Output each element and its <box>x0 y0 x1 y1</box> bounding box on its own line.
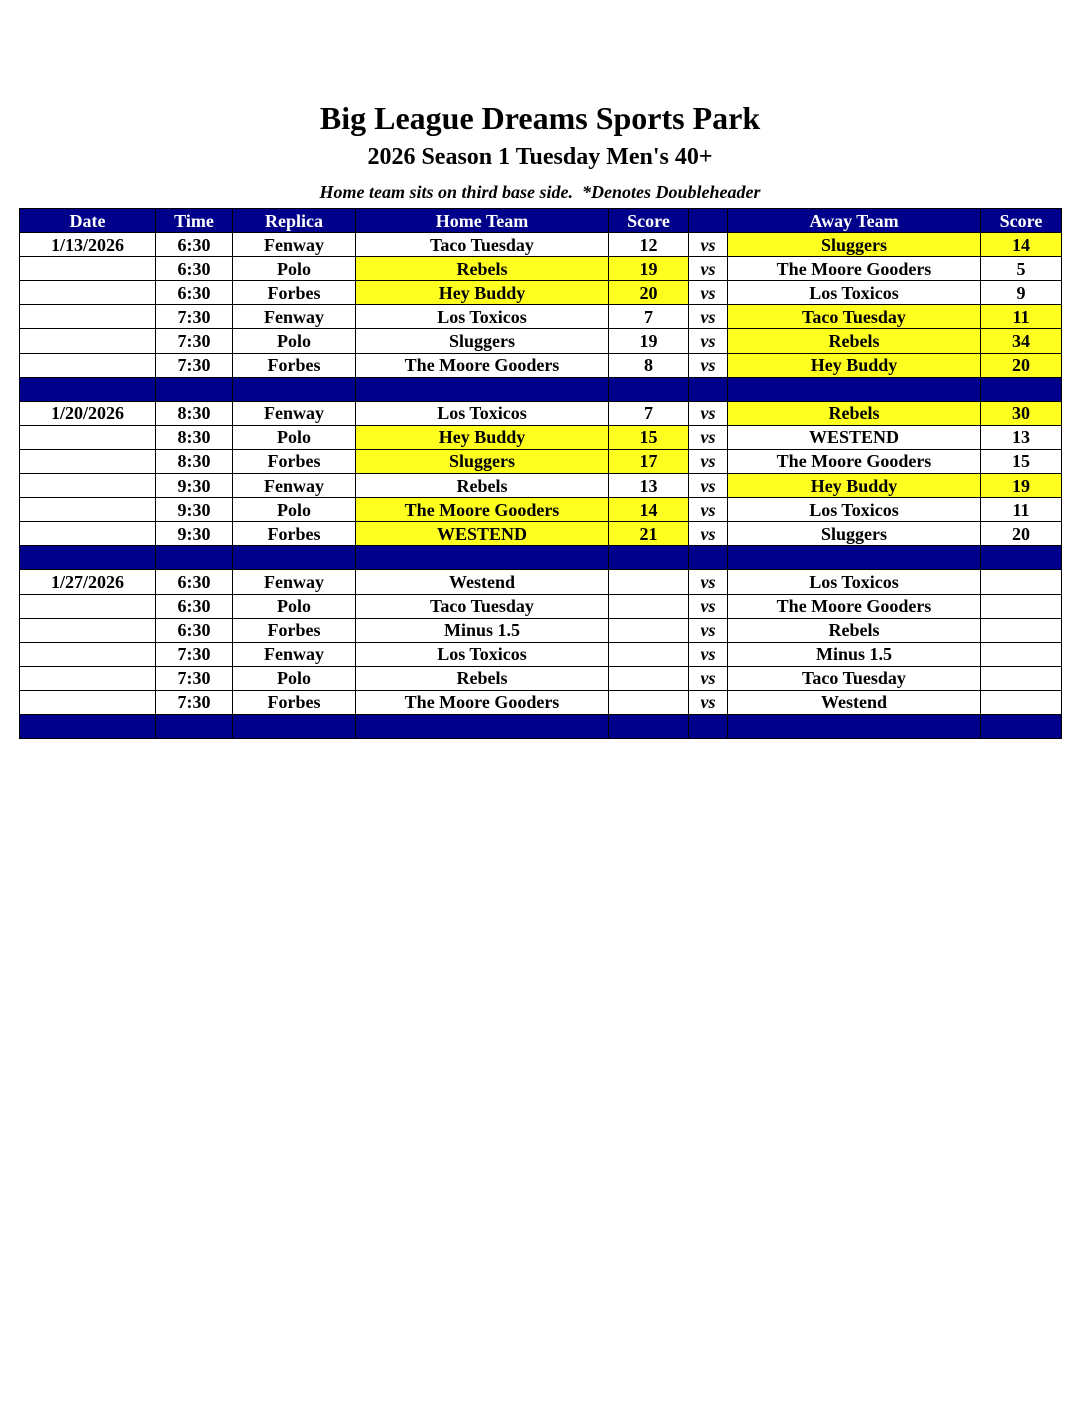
away-team-cell: Los Toxicos <box>728 570 981 594</box>
time-cell: 8:30 <box>156 425 233 449</box>
separator-cell <box>981 377 1062 401</box>
table-row <box>20 690 1062 714</box>
home-score-cell <box>609 690 689 714</box>
week-separator-row <box>20 714 1062 738</box>
vs-label: vs <box>689 618 728 642</box>
separator-cell <box>156 377 233 401</box>
away-score-cell <box>981 666 1062 690</box>
vs-label: vs <box>689 666 728 690</box>
home-score-cell: 13 <box>609 474 689 498</box>
time-cell: 6:30 <box>156 618 233 642</box>
time-cell: 9:30 <box>156 474 233 498</box>
date-cell <box>20 329 156 353</box>
home-team-cell: Los Toxicos <box>356 401 609 425</box>
away-score-cell: 15 <box>981 449 1062 473</box>
home-team-cell: Hey Buddy <box>356 425 609 449</box>
vs-label: vs <box>689 353 728 377</box>
home-team-cell: Minus 1.5 <box>356 618 609 642</box>
replica-cell: Forbes <box>233 353 356 377</box>
replica-cell: Polo <box>233 329 356 353</box>
away-score-cell: 34 <box>981 329 1062 353</box>
table-row <box>20 425 1062 449</box>
date-cell <box>20 618 156 642</box>
home-score-cell <box>609 618 689 642</box>
time-cell: 6:30 <box>156 257 233 281</box>
time-cell: 7:30 <box>156 666 233 690</box>
separator-cell <box>156 714 233 738</box>
week-separator-row <box>20 377 1062 401</box>
home-team-cell: Los Toxicos <box>356 642 609 666</box>
away-score-cell: 14 <box>981 233 1062 257</box>
date-cell <box>20 449 156 473</box>
vs-label: vs <box>689 233 728 257</box>
separator-cell <box>981 546 1062 570</box>
away-score-cell: 5 <box>981 257 1062 281</box>
away-team-cell: Rebels <box>728 401 981 425</box>
vs-label: vs <box>689 401 728 425</box>
separator-cell <box>689 546 728 570</box>
away-score-cell: 13 <box>981 425 1062 449</box>
table-row <box>20 281 1062 305</box>
time-cell: 7:30 <box>156 329 233 353</box>
separator-cell <box>20 714 156 738</box>
away-team-cell: Sluggers <box>728 522 981 546</box>
date-cell: 1/27/2026 <box>20 570 156 594</box>
page-title: Big League Dreams Sports Park <box>319 100 761 136</box>
away-team-cell: Rebels <box>728 329 981 353</box>
date-cell <box>20 281 156 305</box>
time-cell: 9:30 <box>156 498 233 522</box>
home-team-cell: Westend <box>356 570 609 594</box>
date-cell <box>20 594 156 618</box>
table-row <box>20 498 1062 522</box>
vs-label: vs <box>689 425 728 449</box>
time-cell: 6:30 <box>156 594 233 618</box>
time-cell: 7:30 <box>156 642 233 666</box>
page-note: Home team sits on third base side. *Denotes Doubleheader <box>319 182 761 202</box>
vs-label: vs <box>689 522 728 546</box>
away-score-cell: 20 <box>981 353 1062 377</box>
away-score-cell <box>981 690 1062 714</box>
away-score-cell: 20 <box>981 522 1062 546</box>
page-subtitle: 2026 Season 1 Tuesday Men's 40+ <box>367 144 713 170</box>
away-team-cell: Sluggers <box>728 233 981 257</box>
separator-cell <box>356 377 609 401</box>
separator-cell <box>689 714 728 738</box>
home-score-cell: 14 <box>609 498 689 522</box>
time-cell: 7:30 <box>156 353 233 377</box>
away-team-cell: Los Toxicos <box>728 498 981 522</box>
replica-cell: Forbes <box>233 449 356 473</box>
time-cell: 6:30 <box>156 281 233 305</box>
table-row <box>20 353 1062 377</box>
separator-cell <box>233 546 356 570</box>
col-header-away-score: Score <box>981 209 1062 233</box>
separator-cell <box>20 377 156 401</box>
time-cell: 8:30 <box>156 401 233 425</box>
vs-label: vs <box>689 305 728 329</box>
away-score-cell <box>981 618 1062 642</box>
week-separator-row <box>20 546 1062 570</box>
home-team-cell: Taco Tuesday <box>356 233 609 257</box>
replica-cell: Forbes <box>233 618 356 642</box>
separator-cell <box>728 714 981 738</box>
home-score-cell: 19 <box>609 257 689 281</box>
home-team-cell: The Moore Gooders <box>356 690 609 714</box>
away-team-cell: Hey Buddy <box>728 474 981 498</box>
table-row <box>20 257 1062 281</box>
away-team-cell: Taco Tuesday <box>728 305 981 329</box>
replica-cell: Forbes <box>233 522 356 546</box>
home-team-cell: WESTEND <box>356 522 609 546</box>
replica-cell: Forbes <box>233 281 356 305</box>
vs-label: vs <box>689 449 728 473</box>
away-team-cell: The Moore Gooders <box>728 257 981 281</box>
replica-cell: Polo <box>233 425 356 449</box>
table-row <box>20 474 1062 498</box>
home-team-cell: Sluggers <box>356 329 609 353</box>
away-score-cell <box>981 570 1062 594</box>
table-row <box>20 233 1062 257</box>
separator-cell <box>20 546 156 570</box>
replica-cell: Fenway <box>233 305 356 329</box>
away-team-cell: Westend <box>728 690 981 714</box>
separator-cell <box>609 714 689 738</box>
replica-cell: Forbes <box>233 690 356 714</box>
home-team-cell: The Moore Gooders <box>356 498 609 522</box>
time-cell: 8:30 <box>156 449 233 473</box>
table-row <box>20 618 1062 642</box>
separator-cell <box>356 546 609 570</box>
time-cell: 7:30 <box>156 690 233 714</box>
date-cell <box>20 474 156 498</box>
replica-cell: Polo <box>233 666 356 690</box>
schedule-body <box>20 233 1062 739</box>
separator-cell <box>728 377 981 401</box>
away-score-cell: 9 <box>981 281 1062 305</box>
separator-cell <box>728 546 981 570</box>
table-row <box>20 594 1062 618</box>
time-cell: 6:30 <box>156 233 233 257</box>
date-cell <box>20 498 156 522</box>
vs-label: vs <box>689 642 728 666</box>
separator-cell <box>609 546 689 570</box>
home-score-cell: 15 <box>609 425 689 449</box>
home-team-cell: Rebels <box>356 257 609 281</box>
date-cell <box>20 666 156 690</box>
table-row <box>20 329 1062 353</box>
away-team-cell: WESTEND <box>728 425 981 449</box>
home-score-cell: 20 <box>609 281 689 305</box>
home-score-cell <box>609 570 689 594</box>
date-cell <box>20 522 156 546</box>
away-score-cell: 19 <box>981 474 1062 498</box>
table-row <box>20 449 1062 473</box>
vs-label: vs <box>689 570 728 594</box>
home-team-cell: The Moore Gooders <box>356 353 609 377</box>
table-row <box>20 522 1062 546</box>
replica-cell: Polo <box>233 594 356 618</box>
home-score-cell <box>609 594 689 618</box>
col-header-vs <box>689 209 728 233</box>
vs-label: vs <box>689 257 728 281</box>
separator-cell <box>156 546 233 570</box>
schedule-table <box>19 208 1062 739</box>
col-header-replica: Replica <box>233 209 356 233</box>
separator-cell <box>233 377 356 401</box>
date-cell: 1/20/2026 <box>20 401 156 425</box>
col-header-home-score: Score <box>609 209 689 233</box>
col-header-home-team: Home Team <box>356 209 609 233</box>
date-cell: 1/13/2026 <box>20 233 156 257</box>
replica-cell: Fenway <box>233 401 356 425</box>
date-cell <box>20 642 156 666</box>
away-team-cell: Taco Tuesday <box>728 666 981 690</box>
replica-cell: Fenway <box>233 570 356 594</box>
date-cell <box>20 353 156 377</box>
time-cell: 7:30 <box>156 305 233 329</box>
col-header-date: Date <box>20 209 156 233</box>
separator-cell <box>356 714 609 738</box>
away-team-cell: The Moore Gooders <box>728 449 981 473</box>
vs-label: vs <box>689 594 728 618</box>
vs-label: vs <box>689 690 728 714</box>
table-row <box>20 570 1062 594</box>
time-cell: 6:30 <box>156 570 233 594</box>
away-score-cell: 11 <box>981 498 1062 522</box>
home-score-cell: 17 <box>609 449 689 473</box>
col-header-away-team: Away Team <box>728 209 981 233</box>
time-cell: 9:30 <box>156 522 233 546</box>
separator-cell <box>981 714 1062 738</box>
separator-cell <box>609 377 689 401</box>
home-team-cell: Taco Tuesday <box>356 594 609 618</box>
home-team-cell: Hey Buddy <box>356 281 609 305</box>
home-team-cell: Rebels <box>356 666 609 690</box>
separator-cell <box>233 714 356 738</box>
vs-label: vs <box>689 329 728 353</box>
replica-cell: Fenway <box>233 233 356 257</box>
date-cell <box>20 425 156 449</box>
away-team-cell: Rebels <box>728 618 981 642</box>
home-score-cell <box>609 642 689 666</box>
away-team-cell: Los Toxicos <box>728 281 981 305</box>
replica-cell: Fenway <box>233 642 356 666</box>
date-cell <box>20 690 156 714</box>
table-row <box>20 666 1062 690</box>
header-row <box>20 209 1062 233</box>
home-score-cell <box>609 666 689 690</box>
table-row <box>20 305 1062 329</box>
date-cell <box>20 305 156 329</box>
home-score-cell: 7 <box>609 401 689 425</box>
home-score-cell: 21 <box>609 522 689 546</box>
away-score-cell <box>981 594 1062 618</box>
home-team-cell: Rebels <box>356 474 609 498</box>
away-score-cell: 11 <box>981 305 1062 329</box>
vs-label: vs <box>689 281 728 305</box>
table-row <box>20 401 1062 425</box>
vs-label: vs <box>689 474 728 498</box>
replica-cell: Fenway <box>233 474 356 498</box>
home-score-cell: 8 <box>609 353 689 377</box>
col-header-time: Time <box>156 209 233 233</box>
separator-cell <box>689 377 728 401</box>
replica-cell: Polo <box>233 498 356 522</box>
date-cell <box>20 257 156 281</box>
home-score-cell: 12 <box>609 233 689 257</box>
home-score-cell: 7 <box>609 305 689 329</box>
away-team-cell: Hey Buddy <box>728 353 981 377</box>
home-team-cell: Sluggers <box>356 449 609 473</box>
home-team-cell: Los Toxicos <box>356 305 609 329</box>
home-score-cell: 19 <box>609 329 689 353</box>
replica-cell: Polo <box>233 257 356 281</box>
away-team-cell: The Moore Gooders <box>728 594 981 618</box>
vs-label: vs <box>689 498 728 522</box>
table-row <box>20 642 1062 666</box>
away-team-cell: Minus 1.5 <box>728 642 981 666</box>
away-score-cell <box>981 642 1062 666</box>
away-score-cell: 30 <box>981 401 1062 425</box>
